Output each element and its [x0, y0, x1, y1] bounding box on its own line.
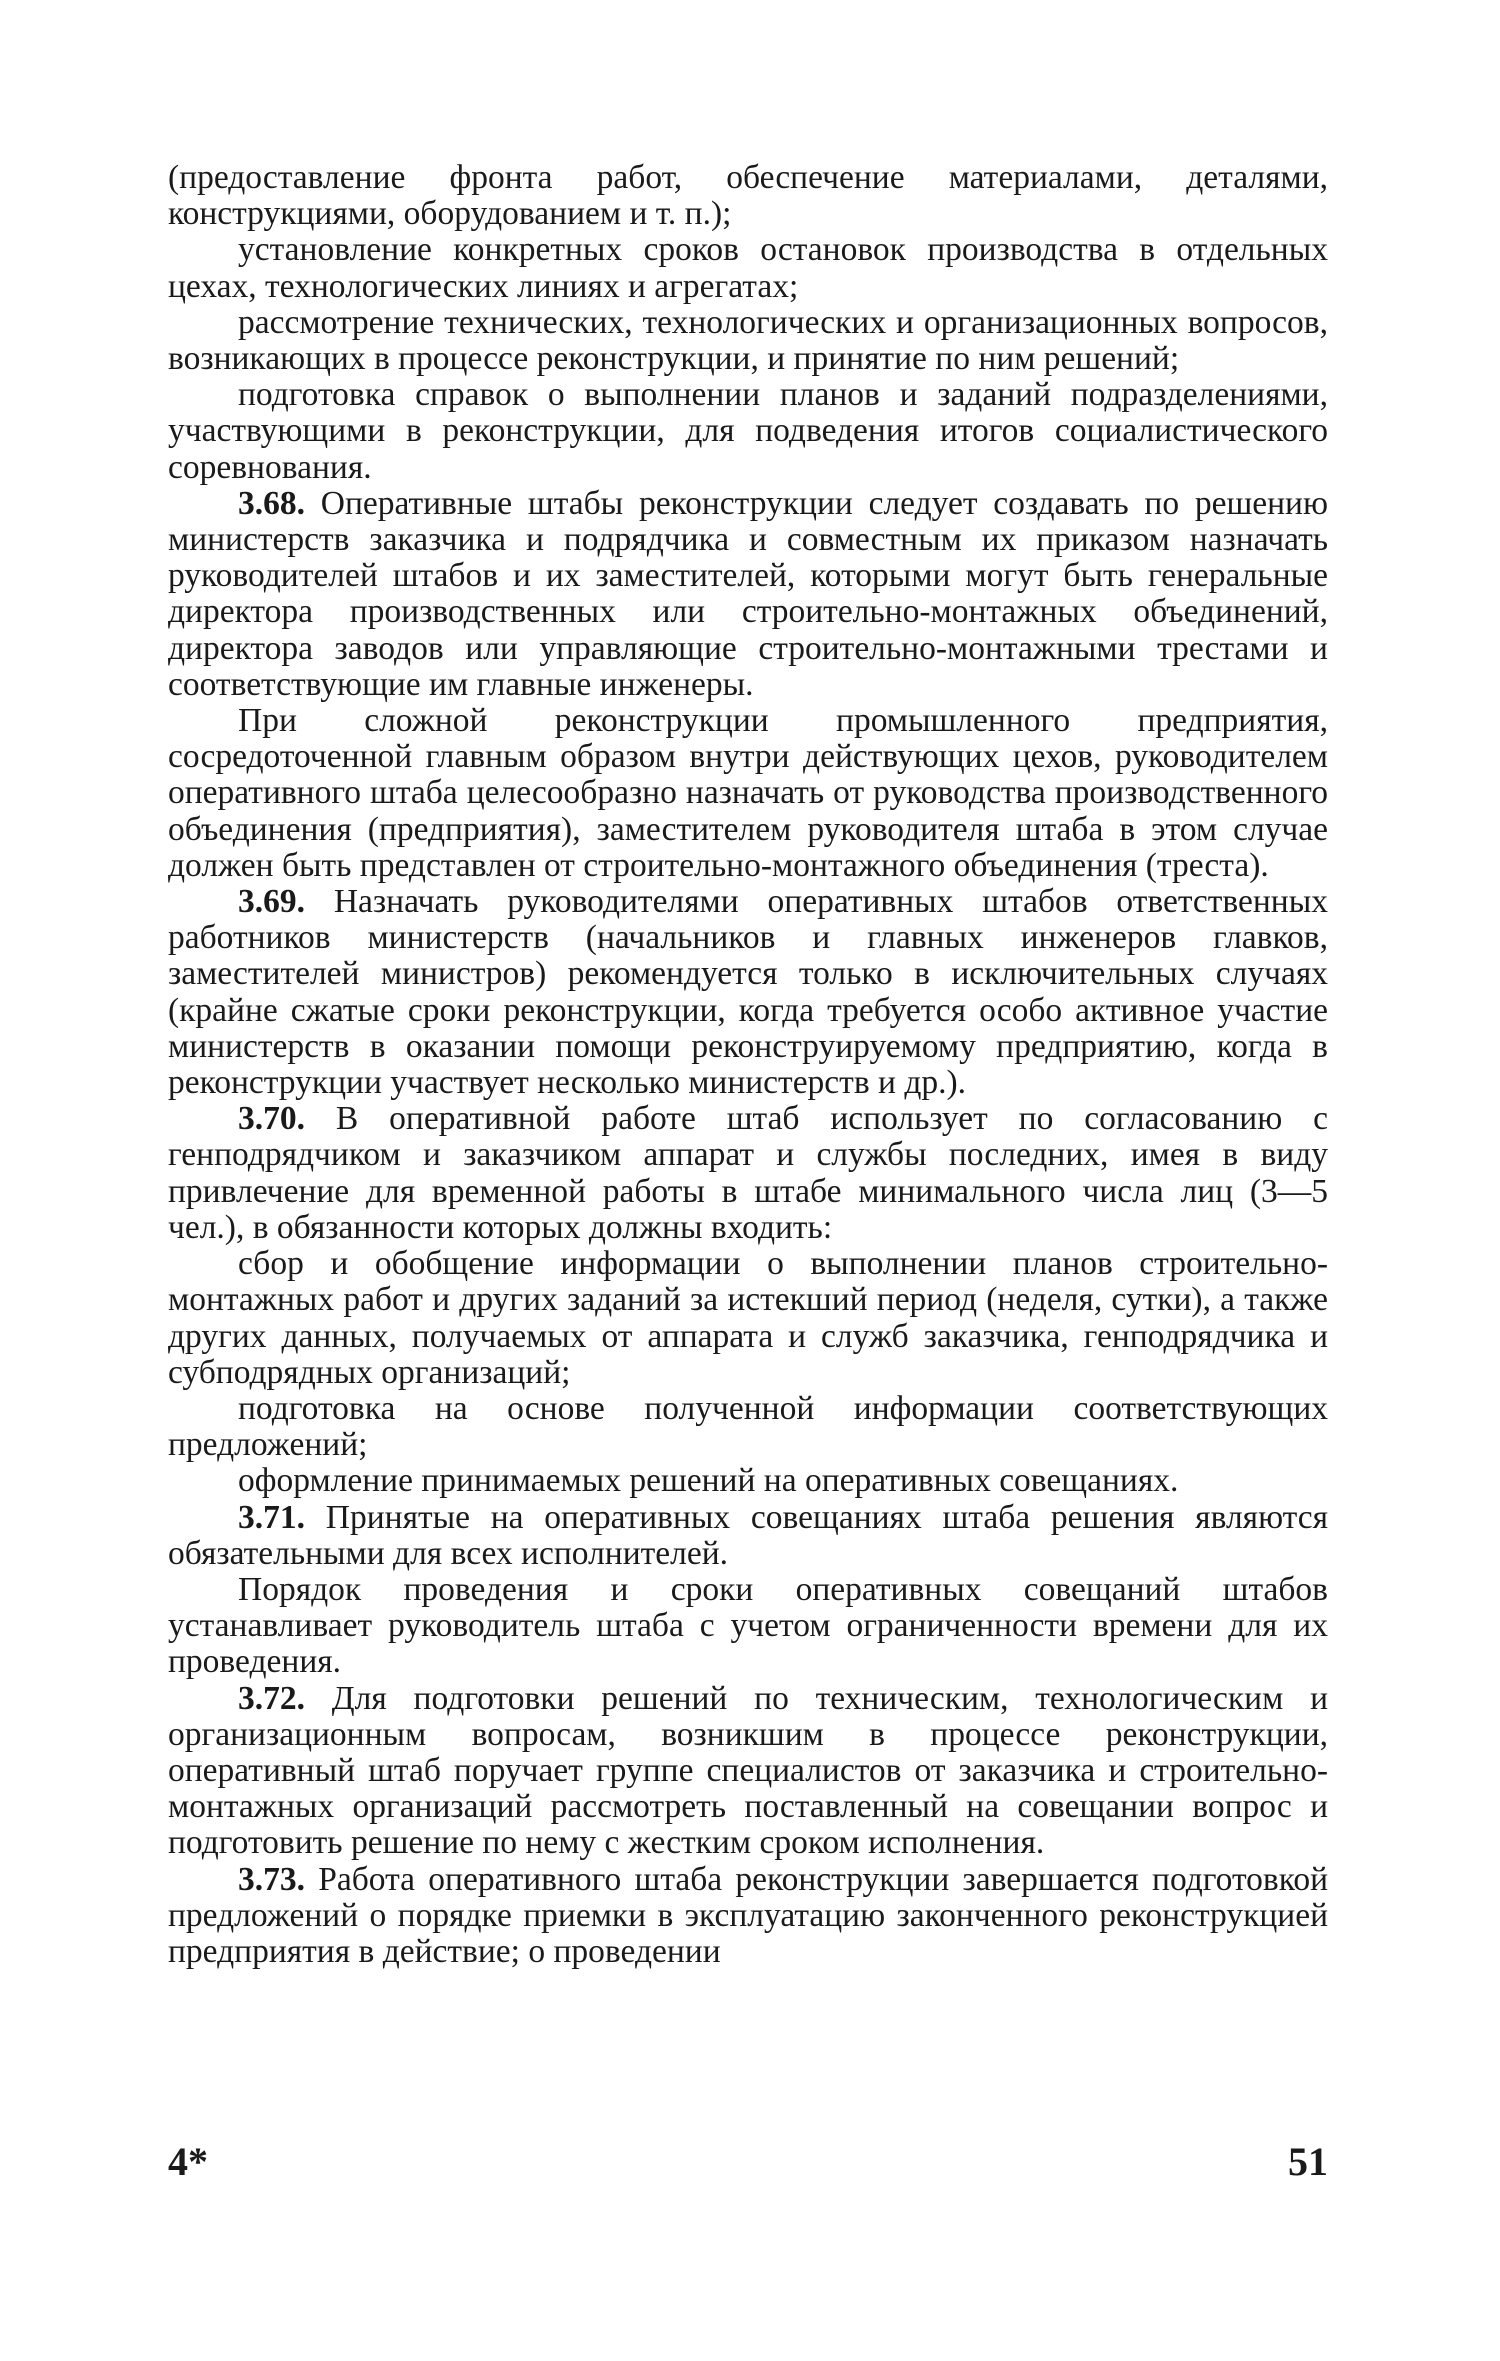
paragraph-text: Принятые на оперативных совещаниях штаба решения являются обязательными для всех исполнителей. [168, 1498, 1328, 1572]
paragraph-text: В оперативной работе штаб использует по согласованию с генподрядчиком и заказчиком аппарат и службы последних, имея в виду привлечение для временной работы в штабе минимального числа лиц (3—5 чел.), в обязанности которых должны входить: [168, 1100, 1328, 1246]
page-number: 51 [1288, 2139, 1328, 2184]
paragraph-text: подготовка справок о выполнении планов и заданий подразделениями, участвующими в реконструкции, для подведения итогов социалистического соревнования. [168, 376, 1328, 486]
section-number: 3.69. [238, 883, 305, 921]
paragraph-text: Работа оперативного штаба реконструкции завершается подготовкой предложений о порядке приемки в эксплуатацию законченного реконструкцией предприятия в действие; о проведении [168, 1860, 1328, 1970]
paragraph-text: подготовка на основе полученной информации соответствующих предложений; [168, 1389, 1328, 1464]
paragraph-text: Порядок проведения и сроки оперативных совещаний штабов устанавливает руководитель штаба с учетом ограниченности времени для их проведения. [168, 1570, 1328, 1681]
paragraph-text: сбор и обобщение информации о выполнении планов строительно-монтажных работ и других заданий за истекший период (неделя, сутки), а также других данных, получаемых от аппарата и служб заказчика, генподрядчика и субподрядных организаций; [168, 1245, 1328, 1391]
paragraph [168, 1572, 1328, 1681]
paragraph [168, 1681, 1328, 1862]
paragraph-text: Оперативные штабы реконструкции следует создавать по решению министерств заказчика и подрядчика и совместным их приказом назначать руководителей штабов и их заместителей, которыми могут быть генеральные директора производственных или строительно-монтажных объединений, директора заводов или управляющие строительно-монтажными трестами и соответствующие им главные инженеры. [168, 484, 1329, 703]
section-number: 3.70. [238, 1100, 305, 1138]
page-footer [168, 2138, 1328, 2188]
paragraph [168, 377, 1328, 486]
paragraph-text: При сложной реконструкции промышленного предприятия, сосредоточенной главным образом внутри действующих цехов, руководителем оперативного штаба целесообразно назначать от руководства производственного объединения (предприятия), заместителем руководителя штаба в этом случае должен быть представлен от строительно-монтажного объединения (треста). [168, 702, 1328, 884]
paragraph [168, 232, 1328, 304]
paragraph [168, 1862, 1328, 1971]
paragraph-text: (предоставление фронта работ, обеспечение материалами, деталями, конструкциями, оборудованием и т. п.); [168, 159, 1328, 233]
paragraph-text: оформление принимаемых решений на оперативных совещаниях. [238, 1462, 1179, 1500]
paragraph [168, 884, 1328, 1101]
paragraph-text: установление конкретных сроков остановок производства в отдельных цехах, технологических линиях и агрегатах; [168, 231, 1328, 305]
section-number: 3.72. [238, 1679, 305, 1717]
paragraph [168, 1391, 1328, 1463]
paragraph [168, 486, 1328, 703]
body-text [168, 160, 1328, 1970]
paragraph [168, 160, 1328, 232]
paragraph [168, 1500, 1328, 1572]
section-number: 3.71. [238, 1498, 305, 1536]
paragraph [168, 1101, 1328, 1246]
paragraph-text: Назначать руководителями оперативных штабов ответственных работников министерств (начальников и главных инженеров главков, заместителей министров) рекомендуется только в исключительных случаях (крайне сжатые сроки реконструкции, когда требуется особо активное участие министерств в оказании помощи реконструируемому предприятию, когда в реконструкции участвует несколько министерств и др.). [168, 883, 1328, 1102]
signature-mark: 4* [168, 2139, 208, 2184]
paragraph [168, 1463, 1328, 1499]
paragraph-text: Для подготовки решений по техническим, технологическим и организационным вопросам, возникшим в процессе реконструкции, оперативный штаб поручает группе специалистов от заказчика и строительно-монтажных организаций рассмотреть поставленный на совещании вопрос и подготовить решение по нему с жестким сроком исполнения. [168, 1679, 1328, 1862]
paragraph [168, 703, 1328, 884]
paragraph-text: рассмотрение технических, технологических и организационных вопросов, возникающих в процессе реконструкции, и принятие по ним решений; [168, 303, 1328, 378]
section-number: 3.68. [238, 484, 305, 522]
section-number: 3.73. [238, 1860, 305, 1898]
paragraph [168, 1246, 1328, 1391]
paragraph [168, 305, 1328, 377]
